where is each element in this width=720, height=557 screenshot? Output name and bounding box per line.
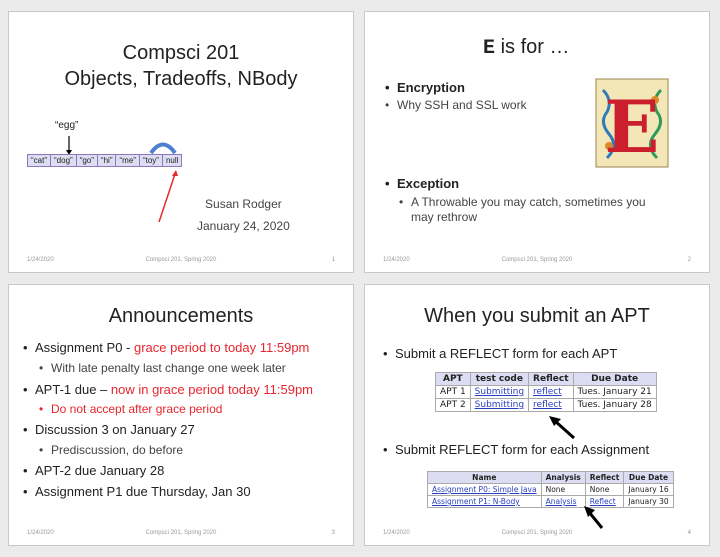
submitting-link[interactable]: Submitting <box>470 386 528 399</box>
red-pointer-line <box>159 174 175 222</box>
column-header: test code <box>470 373 528 386</box>
column-header: Due Date <box>624 472 673 484</box>
arrow-to-apt-reflect-icon <box>555 421 574 438</box>
bullet-reflect-apt: • Submit a REFLECT form for each APT <box>395 346 617 362</box>
array-cell: “toy” <box>140 155 163 166</box>
slide-title: When you submit an APT <box>424 305 650 327</box>
svg-text:E: E <box>604 84 660 168</box>
slide-4 <box>364 284 710 546</box>
bullet-assignment-p0 <box>35 340 309 356</box>
egg-label: “egg” <box>55 120 79 131</box>
table-header-row <box>428 472 674 484</box>
table-row <box>428 496 674 508</box>
footer-page: 2 <box>687 257 691 263</box>
column-header: APT <box>436 373 471 386</box>
footer-course: Compsci 201, Spring 2020 <box>145 257 217 263</box>
bullet-text: APT-1 due – <box>35 382 111 397</box>
footer-date: 1/24/2020 <box>27 530 54 536</box>
sub-bullet-late-penalty: • With late penalty last change one week later <box>51 361 286 376</box>
decorative-letter-e-icon <box>595 78 669 168</box>
array-cell: null <box>165 156 179 165</box>
presentation-date: January 24, 2020 <box>197 219 290 233</box>
submitting-link[interactable]: Submitting <box>470 399 528 412</box>
title-rest: is for … <box>500 36 570 58</box>
column-header: Reflect <box>585 472 624 484</box>
table-row <box>428 484 674 496</box>
footer-date: 1/24/2020 <box>383 530 410 536</box>
due-date: January 30 <box>624 496 673 508</box>
array-cell: “dog” <box>51 155 77 166</box>
footer-course: Compsci 201, Spring 2020 <box>501 530 573 536</box>
footer-course: Compsci 201, Spring 2020 <box>145 530 217 536</box>
analysis-cell: None <box>541 484 585 496</box>
title-line-2: Objects, Tradeoffs, NBody <box>64 68 298 90</box>
author-block <box>197 193 290 237</box>
bullet-highlight: now in grace period today 11:59pm <box>110 382 313 397</box>
assignment-link[interactable]: Assignment P1: N-Body <box>428 496 542 508</box>
title-code-letter: E <box>483 37 496 60</box>
title-line-1: Compsci 201 <box>122 42 240 64</box>
slide-3 <box>8 284 354 546</box>
footer-page: 1 <box>331 257 335 263</box>
curved-arrow-icon <box>151 145 175 154</box>
assignment-table <box>427 471 674 508</box>
apt-name: APT 2 <box>436 399 471 412</box>
arrow-to-assignment-reflect-icon <box>589 512 602 528</box>
slide-2 <box>364 11 710 273</box>
bullet-exception: • Exception <box>397 176 459 192</box>
array-cell: “go” <box>77 155 98 166</box>
apt-table <box>435 372 657 412</box>
author-name: Susan Rodger <box>205 197 282 211</box>
footer-page: 3 <box>331 530 335 536</box>
footer-date: 1/24/2020 <box>383 257 410 263</box>
analysis-link[interactable]: Analysis <box>541 496 585 508</box>
reflect-link[interactable]: reflect <box>529 386 573 399</box>
sub-bullet-encryption: • Why SSH and SSL work <box>397 98 527 113</box>
slide-title: Announcements <box>108 305 254 327</box>
column-header: Name <box>428 472 542 484</box>
sub-bullet-exception: • A Throwable you may catch, sometimes you may rethrow <box>411 195 671 225</box>
column-header: Reflect <box>529 373 573 386</box>
slide-title <box>483 36 569 60</box>
bullet-highlight: grace period to today 11:59pm <box>134 340 310 355</box>
red-pointer-head <box>172 170 178 176</box>
reflect-link[interactable]: Reflect <box>585 496 624 508</box>
reflect-cell: None <box>585 484 624 496</box>
sub-bullet-prediscussion: • Prediscussion, do before <box>51 443 183 458</box>
array-cell: “me” <box>116 155 139 166</box>
assignment-link[interactable]: Assignment P0: Simple Java <box>428 484 542 496</box>
bullet-encryption: • Encryption <box>397 80 465 96</box>
sub-bullet-no-accept: • Do not accept after grace period <box>51 402 222 417</box>
bullet-discussion: • Discussion 3 on January 27 <box>35 422 195 438</box>
table-header-row <box>436 373 657 386</box>
bullet-text: Assignment P0 - <box>35 340 134 355</box>
table-row <box>436 399 657 412</box>
bullet-reflect-assignment: • Submit REFLECT form for each Assignment <box>395 442 649 458</box>
due-date: January 16 <box>624 484 673 496</box>
column-header: Analysis <box>541 472 585 484</box>
footer-course: Compsci 201, Spring 2020 <box>501 257 573 263</box>
array-arrows <box>9 12 354 273</box>
string-array <box>27 154 182 167</box>
bullet-assignment-p1: • Assignment P1 due Thursday, Jan 30 <box>35 484 251 500</box>
bullet-apt2: • APT-2 due January 28 <box>35 463 164 479</box>
footer-date: 1/24/2020 <box>27 257 54 263</box>
apt-name: APT 1 <box>436 386 471 399</box>
due-date: Tues. January 28 <box>573 399 656 412</box>
column-header: Due Date <box>573 373 656 386</box>
array-cell: “hi” <box>98 155 117 166</box>
array-cell: “cat” <box>28 155 51 166</box>
table-row <box>436 386 657 399</box>
bullet-apt1 <box>35 382 313 398</box>
footer-page: 4 <box>687 530 691 536</box>
reflect-link[interactable]: reflect <box>529 399 573 412</box>
due-date: Tues. January 21 <box>573 386 656 399</box>
slide-1 <box>8 11 354 273</box>
